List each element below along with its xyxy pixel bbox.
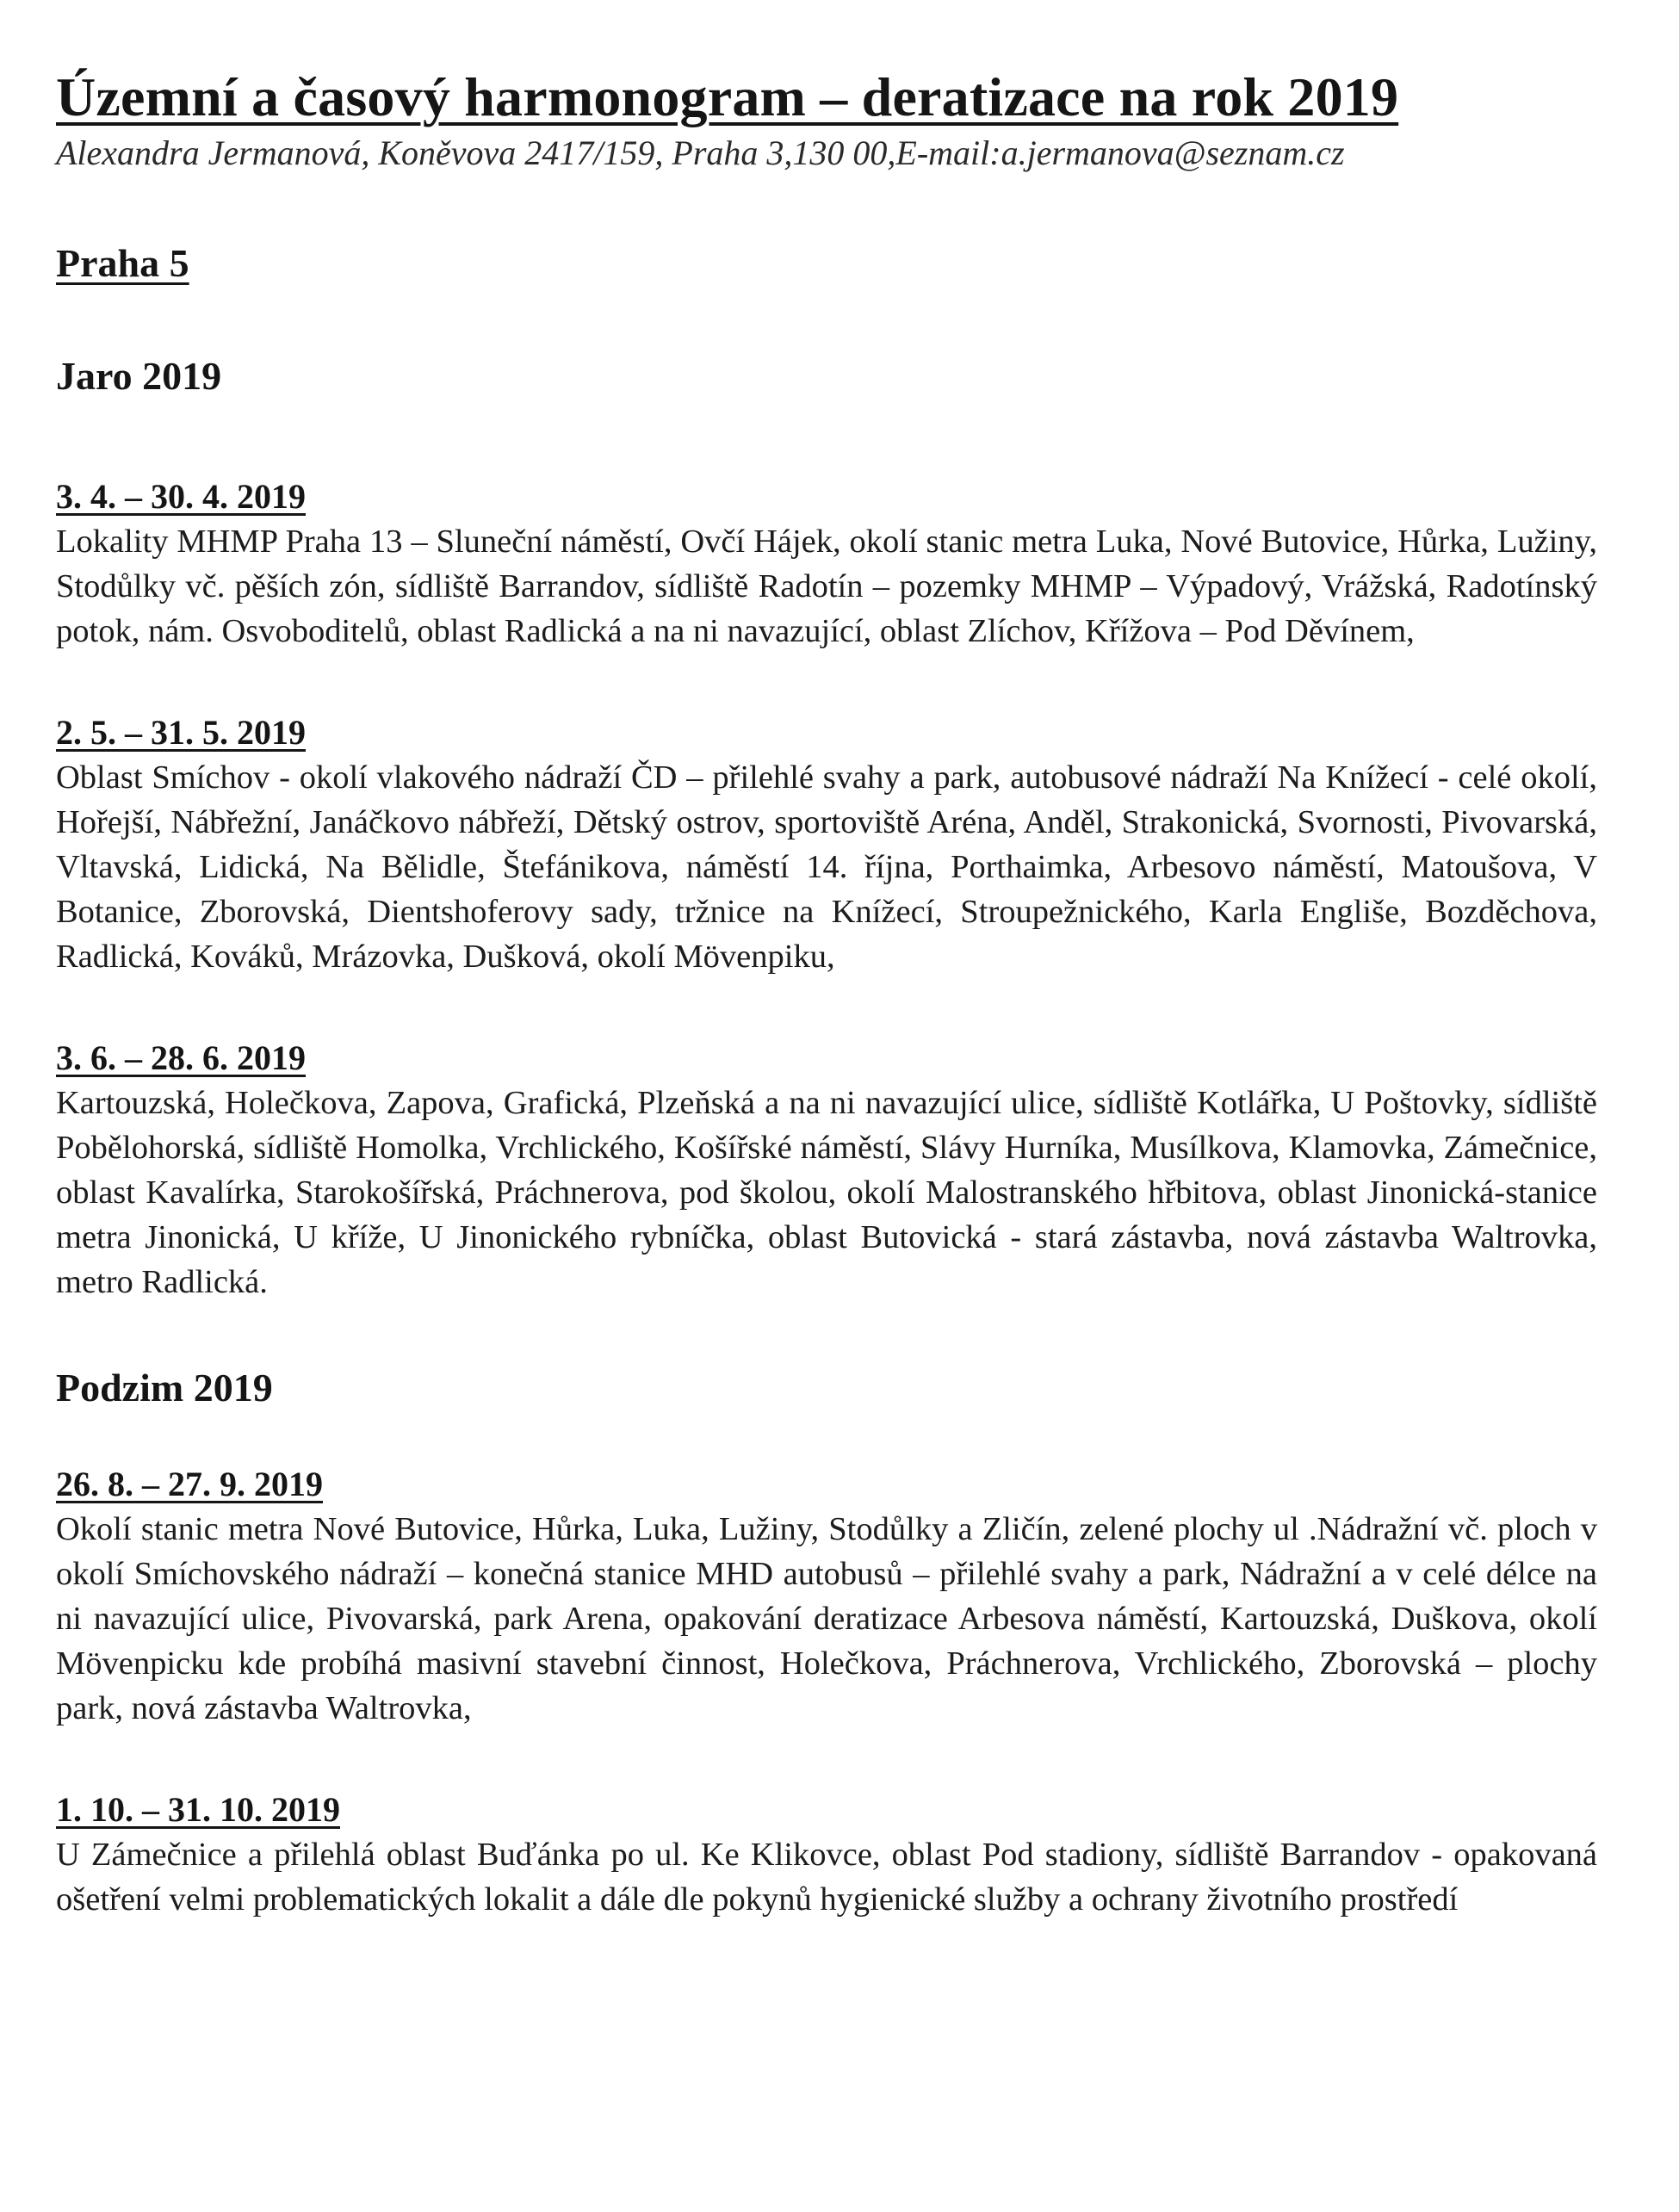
season-heading-spring: Jaro 2019 xyxy=(56,354,222,399)
period-locations: Oblast Smíchov - okolí vlakového nádraží ČD – přilehlé svahy a park, autobusové nádraží Na Knížecí - celé okolí, Hořejší, Nábřežní, Janáčkovo nábřeží, Dětský ostrov, sportoviště Aréna, Anděl, Strakonická, Svornosti, Pivovarská, Vltavská, Lidická, Na Bělidle, Štefánikova, náměstí 14. října, Porthaimka, Arbesovo náměstí, Matoušova, V Botanice, Zborovská, Dientshoferovy sady, tržnice na Knížecí, Stroupežnického, Karla Engliše, Bozděchova, Radlická, Kováků, Mrázovka, Dušková, okolí Mövenpiku, xyxy=(56,759,1597,976)
period-date: 3. 6. – 28. 6. 2019 xyxy=(56,1038,306,1078)
period-spring-may xyxy=(56,714,1597,979)
period-date: 26. 8. – 27. 9. 2019 xyxy=(56,1465,323,1504)
period-date: 3. 4. – 30. 4. 2019 xyxy=(56,477,306,517)
period-locations: Okolí stanic metra Nové Butovice, Hůrka, Luka, Lužiny, Stodůlky a Zličín, zelené plochy ul .Nádražní vč. ploch v okolí Smíchovského nádraží – konečná stanice MHD autobusů – přilehlé svahy a park, Nádražní a v celé délce na ni navazující ulice, Pivovarská, park Arena, opakování deratizace Arbesova náměstí, Kartouzská, Duškova, okolí Mövenpicku kde probíhá masivní stavební činnost, Holečkova, Práchnerova, Vrchlického, Zborovská – plochy park, nová zástavba Waltrovka, xyxy=(56,1511,1597,1727)
district-heading: Praha 5 xyxy=(56,241,189,286)
author-contact-line: Alexandra Jermanová, Koněvova 2417/159, Praha 3,130 00,E-mail:a.jermanova@seznam.cz xyxy=(56,133,1345,173)
period-spring-april xyxy=(56,478,1597,654)
period-date: 2. 5. – 31. 5. 2019 xyxy=(56,713,306,753)
period-date: 1. 10. – 31. 10. 2019 xyxy=(56,1790,340,1830)
period-locations: U Zámečnice a přilehlá oblast Buďánka po ul. Ke Klikovce, oblast Pod stadiony, sídliště Barrandov - opakovaná ošetření velmi problematických lokalit a dále dle pokynů hygienické služby a ochrany životního prostředí xyxy=(56,1837,1597,1918)
period-autumn-september xyxy=(56,1465,1597,1731)
period-locations: Lokality MHMP Praha 13 – Sluneční náměstí, Ovčí Hájek, okolí stanic metra Luka, Nové Butovice, Hůrka, Lužiny, Stodůlky vč. pěších zón, sídliště Barrandov, sídliště Radotín – pozemky MHMP – Výpadový, Vrážská, Radotínský potok, nám. Osvoboditelů, oblast Radlická a na ni navazující, oblast Zlíchov, Křížova – Pod Děvínem, xyxy=(56,524,1597,650)
period-locations: Kartouzská, Holečkova, Zapova, Grafická, Plzeňská a na ni navazující ulice, sídliště Kotlářka, U Poštovky, sídliště Pobělohorská, sídliště Homolka, Vrchlického, Košířské náměstí, Slávy Hurníka, Musílkova, Klamovka, Zámečnice, oblast Kavalírka, Starokošířská, Práchnerova, pod školou, okolí Malostranského hřbitova, oblast Jinonická-stanice metra Jinonická, U kříže, U Jinonického rybníčka, oblast Butovická - stará zástavba, nová zástavba Waltrovka, metro Radlická. xyxy=(56,1085,1597,1301)
document-title: Územní a časový harmonogram – deratizace na rok 2019 xyxy=(56,66,1399,127)
period-spring-june xyxy=(56,1039,1597,1304)
document-page xyxy=(56,52,1597,1922)
period-autumn-october xyxy=(56,1791,1597,1922)
season-heading-autumn: Podzim 2019 xyxy=(56,1366,273,1410)
